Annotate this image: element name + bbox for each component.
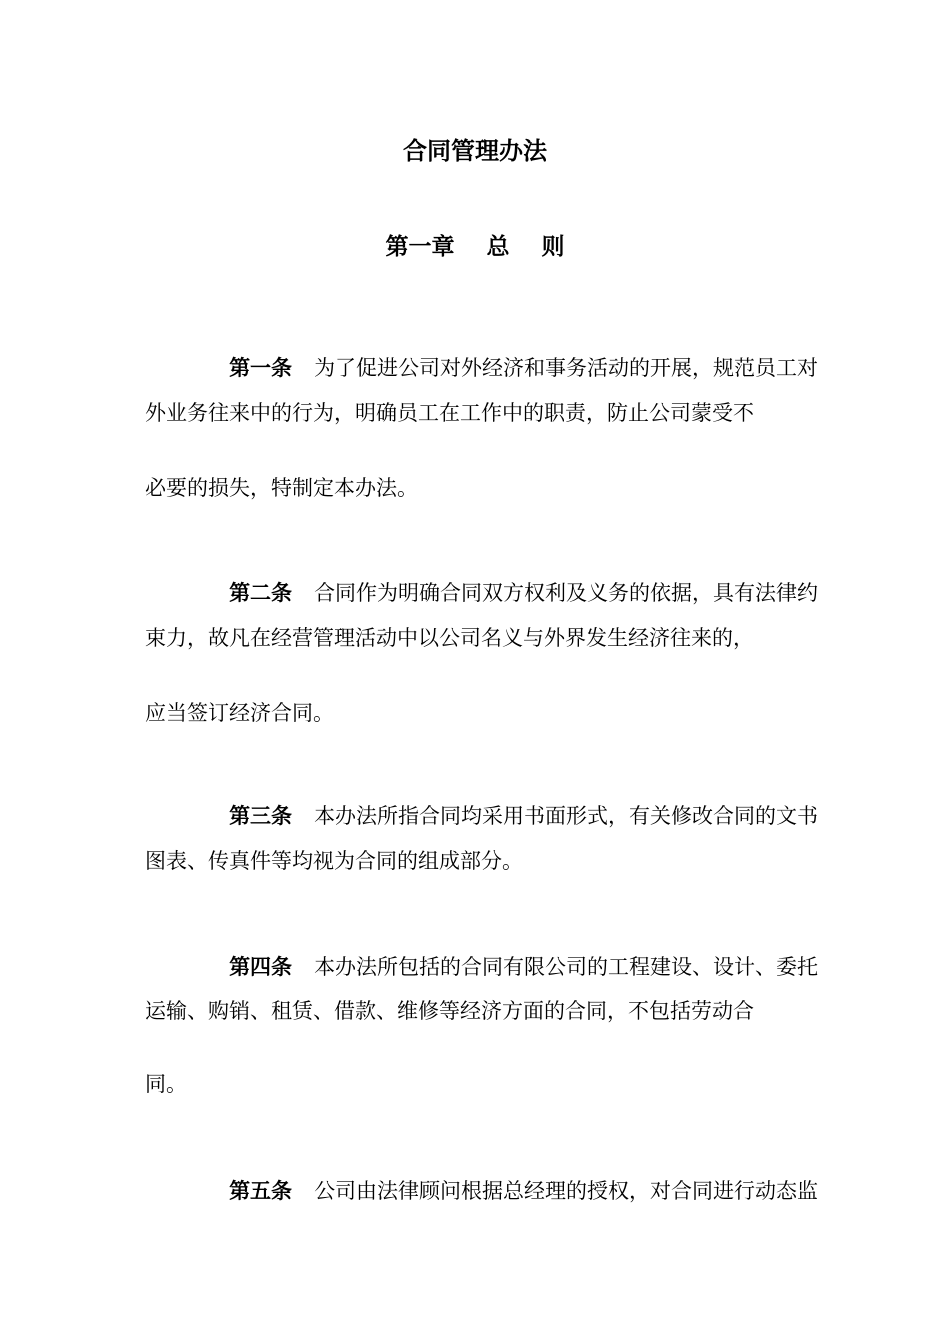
- article-4-line-2: 运输、购销、租赁、借款、维修等经济方面的合同，不包括劳动合: [145, 999, 754, 1023]
- article-1-label: 第一条: [229, 356, 293, 380]
- article-1-text: 为了促进公司对外经济和事务活动的开展，规范员工对: [314, 356, 819, 380]
- article-2-first-line: [189, 548, 819, 605]
- article-2-text: 合同作为明确合同双方权利及义务的依据，具有法律约: [314, 581, 819, 605]
- article-5-label: 第五条: [229, 1179, 293, 1203]
- article-3-text: 本办法所指合同均采用书面形式，有关修改合同的文书: [314, 804, 819, 828]
- article-4-first-line: [189, 922, 819, 979]
- document-title: 合同管理办法: [403, 137, 547, 165]
- article-4-text: 本办法所包括的合同有限公司的工程建设、设计、委托: [314, 955, 819, 979]
- article-2-line-2: 束力，故凡在经营管理活动中以公司名义与外界发生经济往来的，: [145, 626, 754, 650]
- article-2-label: 第二条: [229, 581, 293, 605]
- article-1-line-3: 必要的损失，特制定本办法。: [145, 476, 418, 500]
- article-3-label: 第三条: [229, 804, 293, 828]
- article-4-line-3: 同。: [145, 1072, 187, 1096]
- article-3-line-2: 图表、传真件等均视为合同的组成部分。: [145, 849, 523, 873]
- chapter-heading: 第一章 总 则: [385, 234, 565, 260]
- article-2-line-3: 应当签订经济合同。: [145, 701, 334, 725]
- article-5-first-line: [189, 1146, 819, 1203]
- article-3-first-line: [189, 771, 819, 828]
- article-1-line-2: 外业务往来中的行为，明确员工在工作中的职责，防止公司蒙受不: [145, 401, 754, 425]
- article-1-first-line: [189, 323, 819, 380]
- article-4-label: 第四条: [229, 955, 293, 979]
- article-5-text: 公司由法律顾问根据总经理的授权，对合同进行动态监: [314, 1179, 819, 1203]
